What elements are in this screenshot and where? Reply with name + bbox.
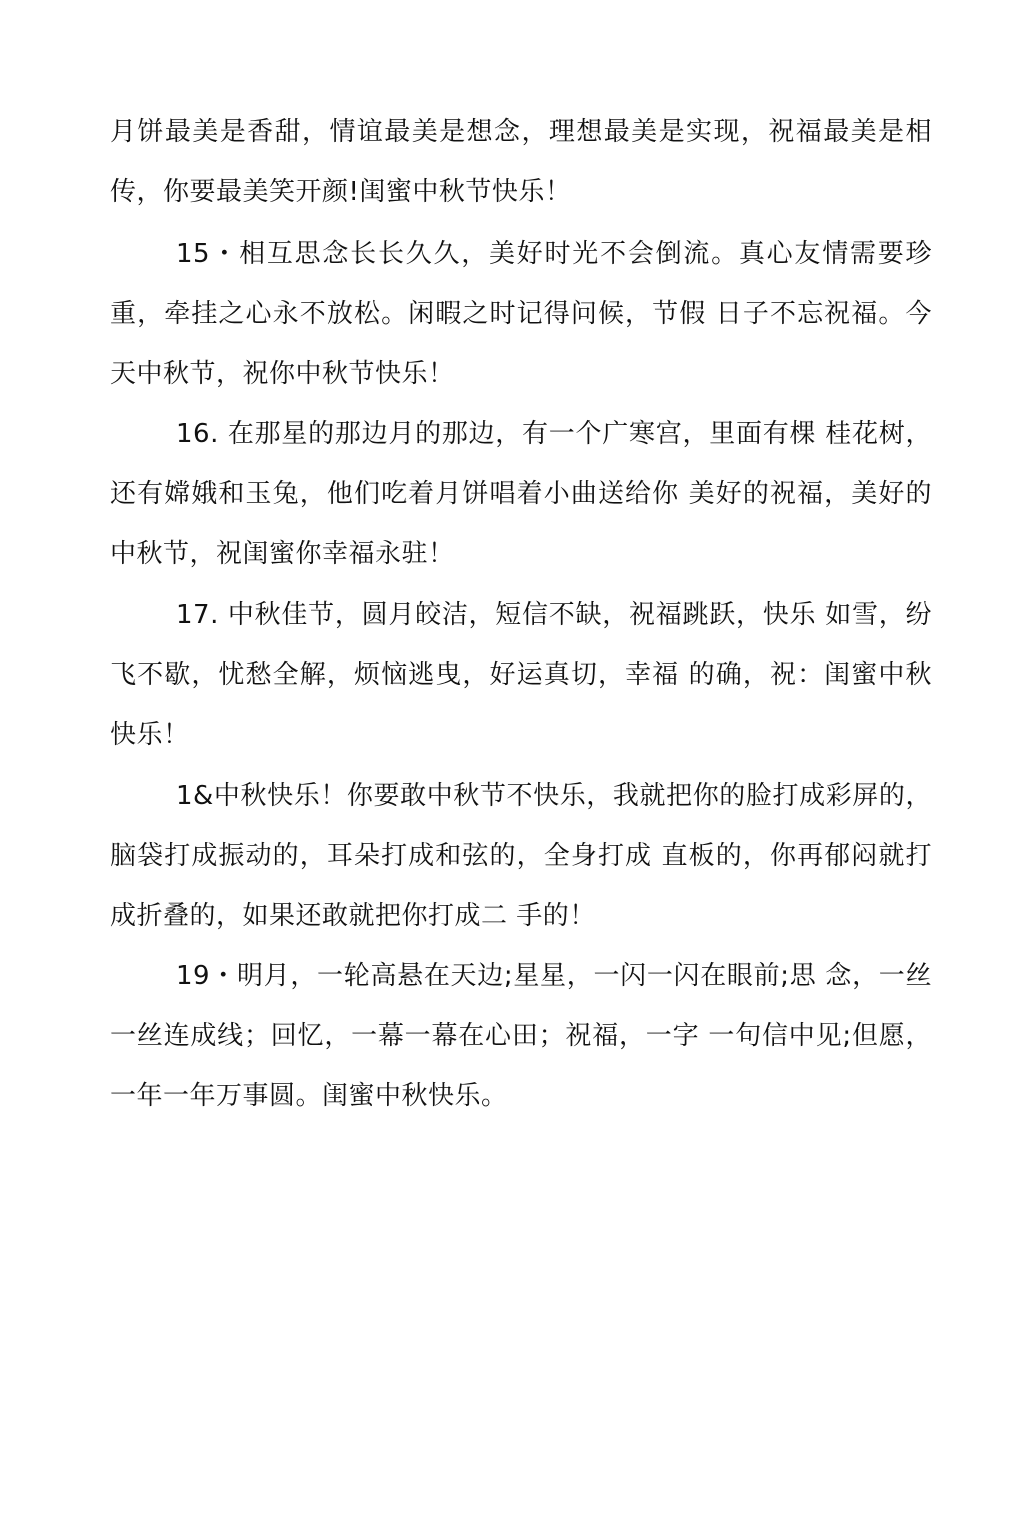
paragraph-14-continued: 月饼最美是香甜，情谊最美是想念，理想最美是实现，祝福最美是相传，你要最美笑开颜!闺蜜中秋节快乐！ [110,117,932,207]
paragraph-17: 17. 中秋佳节，圆月皎洁，短信不缺，祝福跳跃，快乐 如雪，纷飞不歇，忧愁全解，烦恼逃曳，好运真切，幸福 的确，祝：闺蜜中秋快乐！ [110,600,932,750]
paragraph-16: 16. 在那星的那边月的那边，有一个广寒宫，里面有棵 桂花树，还有嫦娥和玉兔，他们吃着月饼唱着小曲送给你 美好的祝福，美好的中秋节，祝闺蜜你幸福永驻！ [110,419,932,569]
paragraph-15: 15・相互思念长长久久，美好时光不会倒流。真心友情需要珍重，牵挂之心永不放松。闲暇之时记得问候，节假 日子不忘祝福。今天中秋节，祝你中秋节快乐！ [110,239,932,389]
paragraph-18: 1&中秋快乐！你要敢中秋节不快乐，我就把你的脸打成彩屏的，脑袋打成振动的，耳朵打成和弦的，全身打成 直板的，你再郁闷就打成折叠的，如果还敢就把你打成二 手的！ [110,781,932,931]
paragraph-19: 19・明月，一轮高悬在天边;星星，一闪一闪在眼前;思 念，一丝一丝连成线；回忆，一幕一幕在心田；祝福，一字 一句信中见;但愿，一年一年万事圆。闺蜜中秋快乐。 [110,961,932,1111]
